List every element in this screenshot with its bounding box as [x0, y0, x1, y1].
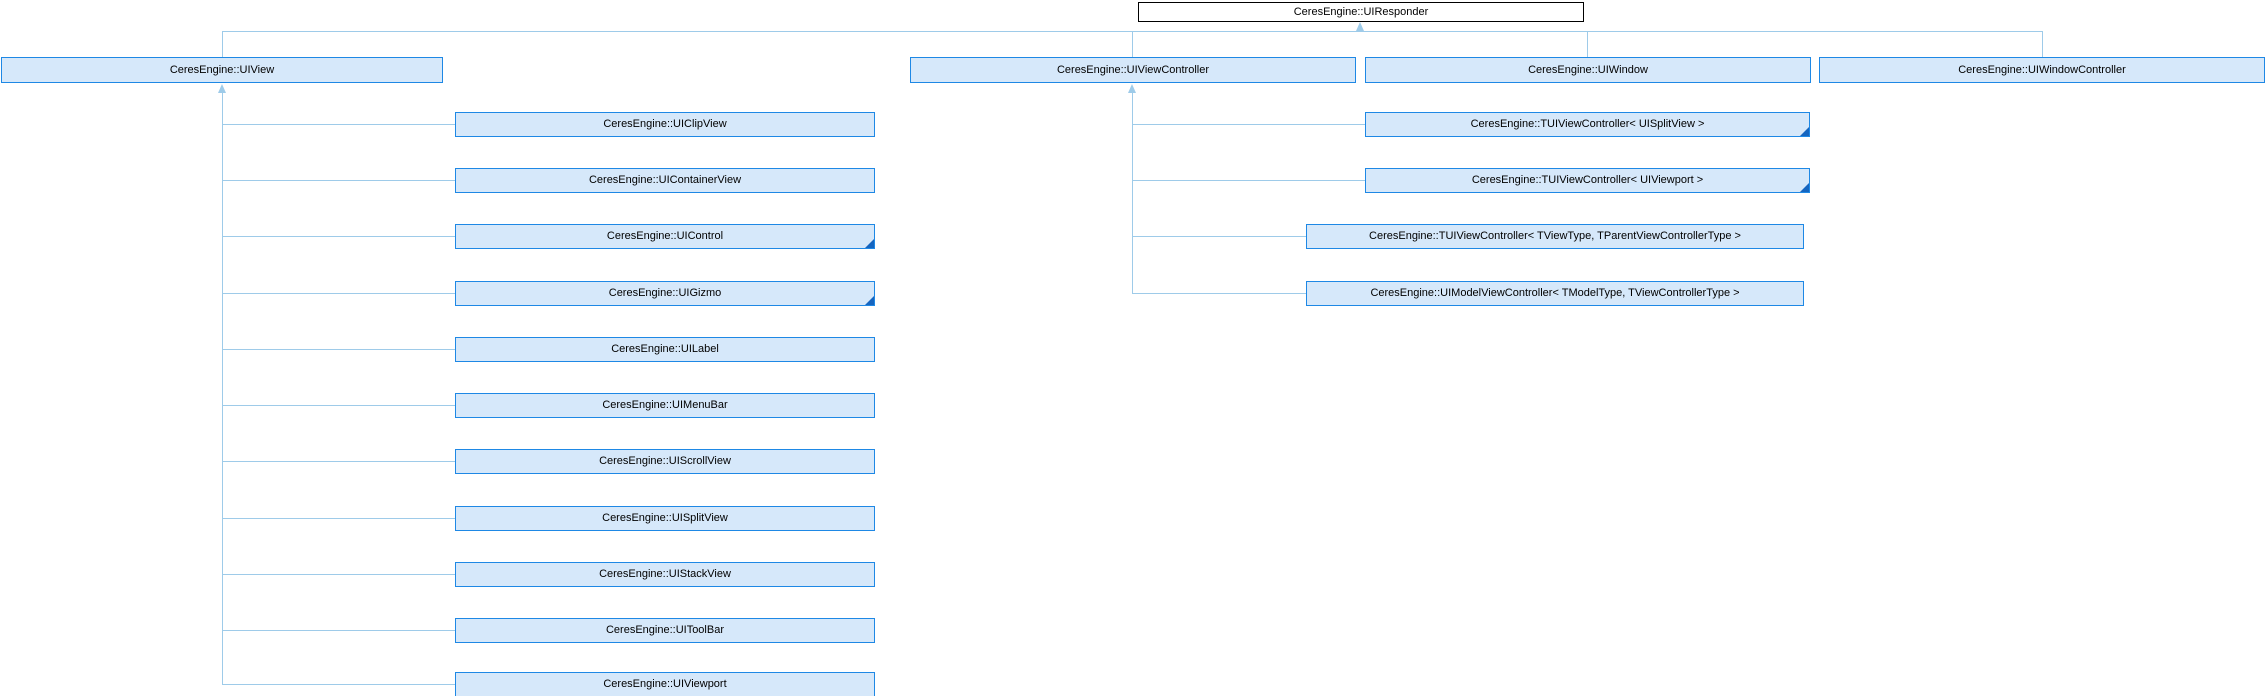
class-node-label: CeresEngine::TUIViewController< UISplitView > [1470, 118, 1705, 130]
inheritance-edge [222, 630, 455, 631]
class-node-label: CeresEngine::UIControl [606, 230, 724, 242]
inheritance-edge [222, 518, 455, 519]
class-node-uilabel[interactable]: CeresEngine::UILabel [455, 337, 875, 362]
truncated-subtree-icon [1800, 127, 1809, 136]
class-node-uiwindow[interactable]: CeresEngine::UIWindow [1365, 57, 1811, 83]
class-node-tuiviewcontroller-uisplitview[interactable] [1365, 112, 1810, 137]
inheritance-edge [222, 236, 455, 237]
inheritance-edge [222, 349, 455, 350]
class-node-tuiviewcontroller-generic[interactable]: CeresEngine::TUIViewController< TViewType, TParentViewControllerType > [1306, 224, 1804, 249]
class-node-label: CeresEngine::TUIViewController< UIViewport > [1471, 174, 1704, 186]
truncated-subtree-icon [865, 239, 874, 248]
inheritance-edge [222, 461, 455, 462]
inheritance-edge [222, 93, 223, 684]
class-node-uiscrollview[interactable]: CeresEngine::UIScrollView [455, 449, 875, 474]
inheritance-arrow-icon [1128, 84, 1136, 93]
class-node-uiviewport[interactable]: CeresEngine::UIViewport [455, 672, 875, 696]
inheritance-edge [2042, 31, 2043, 57]
class-node-uiviewcontroller[interactable]: CeresEngine::UIViewController [910, 57, 1356, 83]
inheritance-edge [222, 405, 455, 406]
inheritance-edge [222, 124, 455, 125]
class-node-uitoolbar[interactable]: CeresEngine::UIToolBar [455, 618, 875, 643]
inheritance-edge [1132, 236, 1306, 237]
class-node-uiclipview[interactable]: CeresEngine::UIClipView [455, 112, 875, 137]
inheritance-edge [1132, 293, 1306, 294]
inheritance-edge [1132, 180, 1365, 181]
class-node-uistackview[interactable]: CeresEngine::UIStackView [455, 562, 875, 587]
inheritance-arrow-icon [1356, 22, 1364, 31]
class-node-uisplitview[interactable]: CeresEngine::UISplitView [455, 506, 875, 531]
class-node-tuiviewcontroller-uiviewport[interactable] [1365, 168, 1810, 193]
inheritance-edge [1132, 124, 1365, 125]
class-node-uimodelviewcontroller[interactable]: CeresEngine::UIModelViewController< TModelType, TViewControllerType > [1306, 281, 1804, 306]
inheritance-edge [222, 180, 455, 181]
truncated-subtree-icon [1800, 183, 1809, 192]
class-node-uigizmo[interactable] [455, 281, 875, 306]
inheritance-edge [1587, 31, 1588, 57]
inheritance-edge [222, 574, 455, 575]
class-node-uicontrol[interactable] [455, 224, 875, 249]
class-node-uimenubar[interactable]: CeresEngine::UIMenuBar [455, 393, 875, 418]
inheritance-edge [222, 293, 455, 294]
class-node-uicontainerview[interactable]: CeresEngine::UIContainerView [455, 168, 875, 193]
inheritance-edge [222, 684, 455, 685]
inheritance-edge [1132, 93, 1133, 293]
inheritance-edge [1132, 31, 1133, 57]
inheritance-edge [222, 31, 223, 57]
truncated-subtree-icon [865, 296, 874, 305]
class-node-uiview[interactable]: CeresEngine::UIView [1, 57, 443, 83]
class-node-label: CeresEngine::UIGizmo [608, 287, 722, 299]
class-node-uiresponder: CeresEngine::UIResponder [1138, 2, 1584, 22]
inheritance-arrow-icon [218, 84, 226, 93]
class-node-uiwindowcontroller[interactable]: CeresEngine::UIWindowController [1819, 57, 2265, 83]
